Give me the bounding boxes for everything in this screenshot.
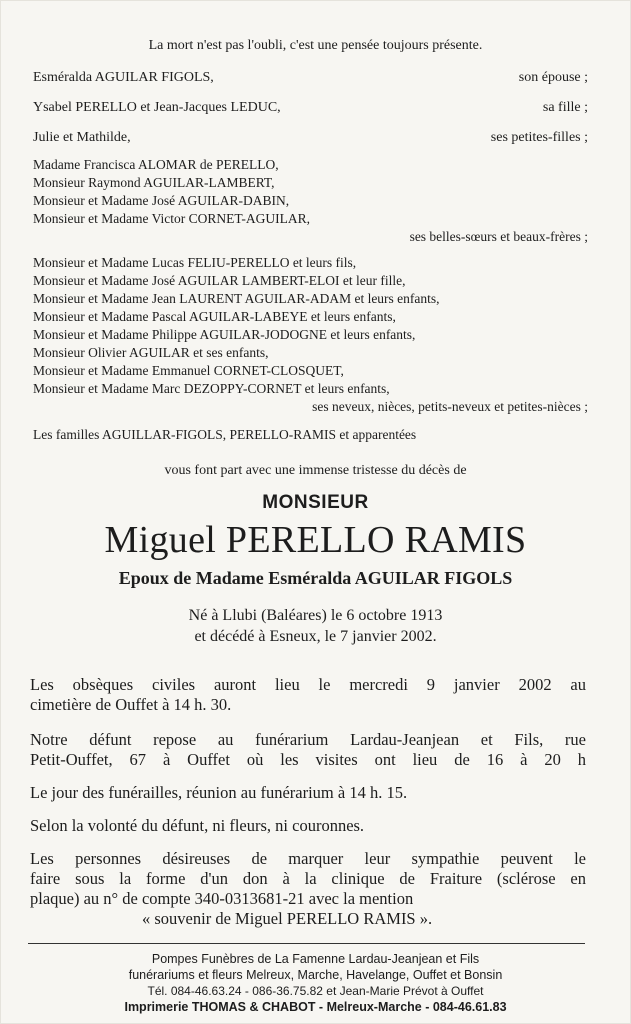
inlaw-line: Monsieur Raymond AGUILAR-LAMBERT, — [33, 175, 275, 190]
wish-paragraph — [30, 816, 586, 836]
footer-line: Tél. 084-46.63.24 - 086-36.75.82 et Jean-Marie Prévot à Ouffet — [147, 984, 484, 998]
reunion-paragraph — [30, 783, 586, 803]
nephews-relation: ses neveux, nièces, petits-neveux et petites-nièces ; — [312, 399, 588, 414]
footer-line: Pompes Funèbres de La Famenne Lardau-Jeanjean et Fils — [151, 952, 480, 966]
nephew-line: Monsieur et Madame Marc DEZOPPY-CORNET et leurs enfants, — [33, 381, 390, 396]
announcement: vous font part avec une immense tristesse du décès de — [164, 463, 467, 478]
paragraph-line: cimetière de Ouffet à 14 h. 30. — [30, 695, 232, 714]
family-relation: sa fille ; — [542, 100, 588, 115]
paragraph-line: « souvenir de Miguel PERELLO RAMIS ». — [142, 909, 433, 928]
paragraph-line: Selon la volonté du défunt, ni fleurs, ni couronnes. — [30, 816, 365, 835]
nephew-line: Monsieur Olivier AGUILAR et ses enfants, — [33, 345, 269, 360]
inlaw-line: Monsieur et Madame Victor CORNET-AGUILAR, — [33, 211, 311, 226]
intro-quote: La mort n'est pas l'oubli, c'est une pensée toujours présente. — [148, 38, 483, 53]
inlaw-line: Monsieur et Madame José AGUILAR-DABIN, — [33, 193, 290, 208]
families-line: Les familles AGUILLAR-FIGOLS, PERELLO-RAMIS et apparentées — [33, 427, 417, 442]
spouse-line: Epoux de Madame Esméralda AGUILAR FIGOLS — [118, 568, 513, 588]
paragraph-line: Petit-Ouffet, 67 à Ouffet où les visites ont lieu de 16 à 20 h — [30, 750, 586, 769]
footer-divider — [28, 943, 585, 944]
paragraph-line: plaque) au n° de compte 340-0313681-21 avec la mention — [30, 889, 414, 908]
death-line: et décédé à Esneux, le 7 janvier 2002. — [194, 628, 437, 645]
deceased-name: Miguel PERELLO RAMIS — [104, 519, 527, 561]
birth-line: Né à Llubi (Baléares) le 6 octobre 1913 — [188, 607, 443, 624]
sympathy-paragraph — [30, 849, 586, 929]
repose-paragraph — [30, 730, 586, 770]
nephew-line: Monsieur et Madame José AGUILAR LAMBERT-ELOI et leur fille, — [33, 273, 406, 288]
nephew-line: Monsieur et Madame Philippe AGUILAR-JODOGNE et leurs enfants, — [33, 327, 416, 342]
nephew-line: Monsieur et Madame Pascal AGUILAR-LABEYE et leurs enfants, — [33, 309, 396, 324]
nephew-line: Monsieur et Madame Jean LAURENT AGUILAR-ADAM et leurs enfants, — [33, 291, 440, 306]
family-name: Julie et Mathilde, — [33, 130, 131, 145]
nephew-line: Monsieur et Madame Emmanuel CORNET-CLOSQUET, — [33, 363, 344, 378]
family-row-daughter — [33, 100, 588, 118]
paragraph-line: Le jour des funérailles, réunion au funérarium à 14 h. 15. — [30, 783, 408, 802]
family-name: Ysabel PERELLO et Jean-Jacques LEDUC, — [33, 100, 281, 115]
family-relation: son épouse ; — [518, 70, 588, 85]
inlaws-relation: ses belles-sœurs et beaux-frères ; — [409, 229, 588, 244]
paragraph-line: Les personnes désireuses de marquer leur sympathie peuvent le — [30, 849, 586, 868]
nephew-line: Monsieur et Madame Lucas FELIU-PERELLO et leurs fils, — [33, 255, 357, 270]
family-name: Esméralda AGUILAR FIGOLS, — [33, 70, 214, 85]
paragraph-line: faire sous la forme d'un don à la clinique de Fraiture (sclérose en — [30, 869, 586, 888]
printer-line: Imprimerie THOMAS & CHABOT - Melreux-Marche - 084-46.61.83 — [124, 1000, 507, 1014]
title-monsieur: MONSIEUR — [262, 492, 369, 513]
family-row-spouse — [33, 70, 588, 88]
family-row-granddaughters — [33, 130, 588, 148]
inlaw-line: Madame Francisca ALOMAR de PERELLO, — [33, 157, 279, 172]
paragraph-line: Notre défunt repose au funérarium Lardau-Jeanjean et Fils, rue — [30, 730, 586, 749]
funeral-paragraph — [30, 675, 586, 715]
family-relation: ses petites-filles ; — [490, 130, 588, 145]
paragraph-line: Les obsèques civiles auront lieu le mercredi 9 janvier 2002 au — [30, 675, 586, 694]
footer-line: funérariums et fleurs Melreux, Marche, Havelange, Ouffet et Bonsin — [128, 968, 503, 982]
